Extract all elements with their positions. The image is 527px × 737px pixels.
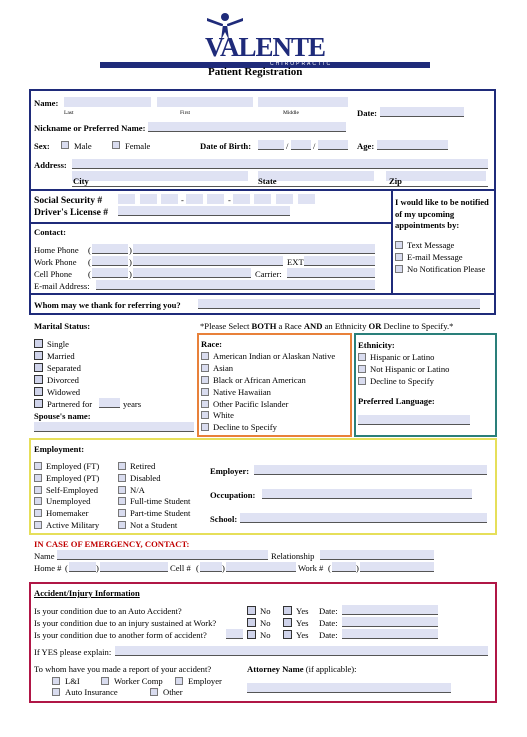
report-li-label: L&I: [65, 676, 80, 686]
ssn-dash-1: -: [181, 195, 184, 205]
separated-label: Separated: [47, 363, 81, 373]
q3-date-label: Date:: [319, 630, 338, 640]
instruction-pre: *Please Select: [200, 321, 252, 331]
ssn-digit-1[interactable]: [118, 194, 135, 204]
race-hawaiian-checkbox[interactable]: [201, 388, 209, 396]
emergency-home-paren-open: (: [65, 563, 68, 573]
q2-label: Is your condition due to an injury sustained at Work?: [34, 618, 217, 628]
ssn-digit-8[interactable]: [276, 194, 293, 204]
city-caption: City: [73, 176, 89, 186]
active-military-checkbox[interactable]: [34, 521, 42, 529]
self-employed-checkbox[interactable]: [34, 486, 42, 494]
race-native-checkbox[interactable]: [201, 352, 209, 360]
notify-text-checkbox[interactable]: [395, 241, 403, 249]
language-label: Preferred Language:: [358, 396, 435, 406]
unemployed-checkbox[interactable]: [34, 497, 42, 505]
email-label: E-mail Address:: [34, 281, 90, 291]
emergency-work-paren-close: ): [356, 563, 359, 573]
emergency-title: IN CASE OF EMERGENCY, CONTACT:: [34, 539, 190, 549]
q1-date-label: Date:: [319, 606, 338, 616]
retired-label: Retired: [130, 461, 156, 471]
middle-caption: Middle: [283, 110, 299, 116]
race-white-label: White: [213, 410, 234, 420]
fulltime-student-checkbox[interactable]: [118, 497, 126, 505]
emergency-home-paren-close: ): [96, 563, 99, 573]
q2-date-label: Date:: [319, 618, 338, 628]
dob-slash-2: /: [313, 141, 316, 151]
accident-title: Accident/Injury Information: [34, 588, 140, 598]
carrier-label: Carrier:: [255, 269, 282, 279]
spouse-label: Spouse's name:: [34, 411, 91, 421]
emergency-name-label: Name: [34, 551, 55, 561]
carrier-input[interactable]: [287, 268, 375, 278]
attorney-input[interactable]: [247, 683, 451, 693]
emergency-work-area-input[interactable]: [332, 562, 356, 572]
hispanic-label: Hispanic or Latino: [370, 352, 435, 362]
notify-email-checkbox[interactable]: [395, 253, 403, 261]
contact-label: Contact:: [34, 227, 66, 237]
race-native-label: American Indian or Alaskan Native: [213, 351, 336, 361]
homemaker-checkbox[interactable]: [34, 509, 42, 517]
q3-label: Is your condition due to another form of accident?: [34, 630, 207, 640]
na-label: N/A: [130, 485, 145, 495]
single-checkbox[interactable]: [34, 339, 43, 348]
not-student-checkbox[interactable]: [118, 521, 126, 529]
race-asian-label: Asian: [213, 363, 234, 373]
disabled-label: Disabled: [130, 473, 161, 483]
homemaker-label: Homemaker: [46, 508, 89, 518]
employer-input[interactable]: [254, 465, 487, 475]
notify-email-label: E-mail Message: [407, 252, 463, 262]
cell-paren-open: (: [88, 269, 91, 279]
race-instruction: [200, 321, 453, 331]
sex-label: Sex:: [34, 141, 50, 151]
q2-no-label: No: [260, 618, 271, 628]
work-paren-open: (: [88, 257, 91, 267]
report-workercomp-checkbox[interactable]: [101, 677, 109, 685]
dob-label: Date of Birth:: [200, 141, 252, 151]
emergency-home-input[interactable]: [100, 562, 168, 572]
zip-caption: Zip: [389, 176, 402, 186]
single-label: Single: [47, 339, 69, 349]
active-military-label: Active Military: [46, 520, 100, 530]
instruction-mid2: an Ethnicity: [322, 321, 369, 331]
married-checkbox[interactable]: [34, 351, 43, 360]
last-caption: Last: [64, 110, 74, 116]
q2-yes-label: Yes: [296, 618, 309, 628]
referral-label: Whom may we thank for referring you?: [34, 300, 181, 310]
emergency-cell-paren-open: (: [196, 563, 199, 573]
name-label: Name:: [34, 98, 59, 108]
not-student-label: Not a Student: [130, 520, 178, 530]
occupation-label: Occupation:: [210, 490, 256, 500]
work-paren-close: ): [129, 257, 132, 267]
last-name-input[interactable]: [64, 97, 151, 107]
q1-no-label: No: [260, 606, 271, 616]
partnered-label: Partnered for: [47, 399, 93, 409]
ext-label: EXT: [287, 257, 304, 267]
nickname-input[interactable]: [148, 122, 346, 132]
report-employer-label: Employer: [188, 676, 222, 686]
nickname-label: Nickname or Preferred Name:: [34, 123, 146, 133]
report-employer-checkbox[interactable]: [175, 677, 183, 685]
divorced-checkbox[interactable]: [34, 375, 43, 384]
race-label: Race:: [201, 339, 222, 349]
emergency-work-paren-open: (: [328, 563, 331, 573]
home-paren-close: ): [129, 245, 132, 255]
race-hawaiian-label: Native Hawaiian: [213, 387, 271, 397]
q3-date-input[interactable]: [342, 629, 438, 639]
spouse-input[interactable]: [34, 422, 194, 432]
cell-phone-input[interactable]: [133, 268, 251, 278]
address-input[interactable]: [72, 159, 488, 169]
male-checkbox[interactable]: [61, 141, 69, 149]
ssn-digit-5[interactable]: [207, 194, 224, 204]
contact-divider: [31, 222, 392, 224]
q3-other-input[interactable]: [226, 629, 243, 639]
hispanic-checkbox[interactable]: [358, 353, 366, 361]
instruction-or: OR: [368, 321, 382, 331]
q2-date-input[interactable]: [342, 617, 438, 627]
license-label: Driver's License #: [34, 207, 109, 218]
age-label: Age:: [357, 141, 375, 151]
parttime-student-label: Part-time Student: [130, 508, 191, 518]
emergency-home-label: Home #: [34, 563, 62, 573]
explain-input[interactable]: [115, 646, 488, 656]
q2-yes-checkbox[interactable]: [283, 618, 292, 627]
date-input[interactable]: [380, 107, 464, 117]
age-input[interactable]: [377, 140, 448, 150]
dob-year-input[interactable]: [318, 140, 348, 150]
license-input[interactable]: [118, 206, 290, 216]
ssn-digit-3[interactable]: [161, 194, 178, 204]
home-area-input[interactable]: [92, 244, 128, 254]
address-underline: [72, 186, 488, 187]
attorney-label-bold: Attorney Name: [247, 664, 304, 674]
language-input[interactable]: [358, 415, 470, 425]
employed-pt-label: Employed (PT): [46, 473, 100, 483]
address-label: Address:: [34, 160, 67, 170]
race-asian-checkbox[interactable]: [201, 364, 209, 372]
ext-input[interactable]: [304, 256, 375, 266]
notify-text-label: Text Message: [407, 240, 455, 250]
self-employed-label: Self-Employed: [46, 485, 99, 495]
dob-month-input[interactable]: [258, 140, 284, 150]
q1-label: Is your condition due to an Auto Accident?: [34, 606, 182, 616]
employed-pt-checkbox[interactable]: [34, 474, 42, 482]
fulltime-student-label: Full-time Student: [130, 496, 191, 506]
state-caption: State: [258, 176, 277, 186]
first-name-input[interactable]: [157, 97, 253, 107]
employer-label: Employer:: [210, 466, 250, 476]
brand-subtitle: CHIROPRACTIC: [270, 61, 333, 67]
retired-checkbox[interactable]: [118, 462, 126, 470]
employed-ft-checkbox[interactable]: [34, 462, 42, 470]
q2-no-checkbox[interactable]: [247, 618, 256, 627]
notify-none-checkbox[interactable]: [395, 265, 403, 273]
race-pacific-label: Other Pacific Islander: [213, 399, 289, 409]
relationship-input[interactable]: [320, 550, 434, 560]
not-hispanic-label: Not Hispanic or Latino: [370, 364, 450, 374]
emergency-work-label: Work #: [298, 563, 324, 573]
middle-name-input[interactable]: [258, 97, 348, 107]
ssn-digit-7[interactable]: [254, 194, 271, 204]
instruction-and: AND: [303, 321, 323, 331]
relationship-label: Relationship: [271, 551, 315, 561]
referral-input[interactable]: [198, 299, 480, 309]
ethnicity-decline-checkbox[interactable]: [358, 377, 366, 385]
city-input[interactable]: [72, 171, 248, 181]
referral-divider: [31, 293, 496, 295]
widowed-checkbox[interactable]: [34, 387, 43, 396]
partnered-years-input[interactable]: [99, 398, 120, 408]
attorney-label: [247, 664, 357, 674]
divorced-label: Divorced: [47, 375, 79, 385]
school-label: School:: [210, 514, 238, 524]
ssn-digit-6[interactable]: [233, 194, 250, 204]
race-white-checkbox[interactable]: [201, 411, 209, 419]
race-black-label: Black or African American: [213, 375, 306, 385]
ssn-digit-9[interactable]: [298, 194, 315, 204]
date-label: Date:: [357, 108, 378, 118]
unemployed-label: Unemployed: [46, 496, 91, 506]
q3-yes-label: Yes: [296, 630, 309, 640]
work-phone-label: Work Phone: [34, 257, 77, 267]
married-label: Married: [47, 351, 75, 361]
widowed-label: Widowed: [47, 387, 81, 397]
form-title: Patient Registration: [208, 66, 303, 78]
brand-name: VALENTE: [205, 32, 326, 62]
separated-checkbox[interactable]: [34, 363, 43, 372]
occupation-input[interactable]: [262, 489, 472, 499]
ssn-label: Social Security #: [34, 195, 103, 206]
disabled-checkbox[interactable]: [118, 474, 126, 482]
ethnicity-decline-label: Decline to Specify: [370, 376, 434, 386]
work-area-input[interactable]: [92, 256, 128, 266]
work-phone-input[interactable]: [133, 256, 283, 266]
parttime-student-checkbox[interactable]: [118, 509, 126, 517]
instruction-both: BOTH: [251, 321, 277, 331]
emergency-home-area-input[interactable]: [69, 562, 96, 572]
not-hispanic-checkbox[interactable]: [358, 365, 366, 373]
email-input[interactable]: [96, 280, 375, 290]
home-phone-label: Home Phone: [34, 245, 79, 255]
emergency-cell-paren-close: ): [222, 563, 225, 573]
home-paren-open: (: [88, 245, 91, 255]
emergency-cell-label: Cell #: [170, 563, 191, 573]
years-label: years: [123, 399, 142, 409]
report-auto-checkbox[interactable]: [52, 688, 60, 696]
dob-slash-1: /: [286, 141, 289, 151]
q3-yes-checkbox[interactable]: [283, 630, 292, 639]
attorney-label-rest: (if applicable):: [303, 664, 357, 674]
report-workercomp-label: Worker Comp: [114, 676, 163, 686]
cell-area-input[interactable]: [92, 268, 128, 278]
race-decline-label: Decline to Specify: [213, 422, 277, 432]
female-label: Female: [125, 141, 151, 151]
notify-none-label: No Notification Please: [407, 264, 486, 274]
emergency-cell-area-input[interactable]: [200, 562, 222, 572]
q1-yes-checkbox[interactable]: [283, 606, 292, 615]
ssn-digit-2[interactable]: [140, 194, 157, 204]
race-black-checkbox[interactable]: [201, 376, 209, 384]
logo: [100, 10, 430, 70]
notify-title: I would like to be notified of my upcoming appointments by:: [395, 197, 489, 230]
na-checkbox[interactable]: [118, 486, 126, 494]
instruction-post: Decline to Specify.*: [381, 321, 454, 331]
female-checkbox[interactable]: [112, 141, 120, 149]
emergency-cell-input[interactable]: [226, 562, 296, 572]
explain-label: If YES please explain:: [34, 647, 112, 657]
partnered-checkbox[interactable]: [34, 399, 43, 408]
q1-yes-label: Yes: [296, 606, 309, 616]
report-label: To whom have you made a report of your accident?: [34, 664, 212, 674]
dob-day-input[interactable]: [291, 140, 311, 150]
emergency-name-input[interactable]: [57, 550, 268, 560]
school-input[interactable]: [240, 513, 487, 523]
q1-date-input[interactable]: [342, 605, 438, 615]
race-pacific-checkbox[interactable]: [201, 400, 209, 408]
employment-label: Employment:: [34, 444, 85, 454]
ethnicity-label: Ethnicity:: [358, 340, 395, 350]
marital-label: Marital Status:: [34, 321, 91, 331]
emergency-work-input[interactable]: [360, 562, 434, 572]
report-auto-label: Auto Insurance: [65, 687, 118, 697]
report-li-checkbox[interactable]: [52, 677, 60, 685]
ssn-dash-2: -: [228, 195, 231, 205]
employed-ft-label: Employed (FT): [46, 461, 100, 471]
ssn-digit-4[interactable]: [186, 194, 203, 204]
report-other-label: Other: [163, 687, 183, 697]
q3-no-label: No: [260, 630, 271, 640]
cell-paren-close: ): [129, 269, 132, 279]
instruction-mid1: a Race: [276, 321, 304, 331]
male-label: Male: [74, 141, 92, 151]
home-phone-input[interactable]: [133, 244, 375, 254]
report-other-checkbox[interactable]: [150, 688, 158, 696]
race-decline-checkbox[interactable]: [201, 423, 209, 431]
q3-no-checkbox[interactable]: [247, 630, 256, 639]
q1-no-checkbox[interactable]: [247, 606, 256, 615]
cell-phone-label: Cell Phone: [34, 269, 72, 279]
first-caption: First: [180, 110, 191, 116]
